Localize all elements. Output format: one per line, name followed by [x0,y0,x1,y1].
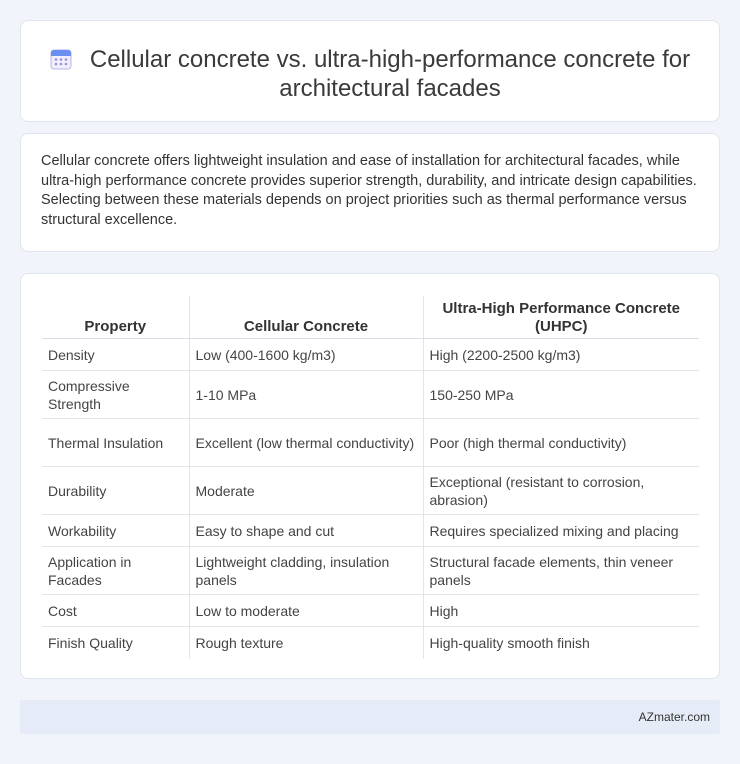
table-row [42,371,699,419]
page-title: Cellular concrete vs. ultra-high-performance concrete for architectural facades [89,46,691,102]
table-row [42,419,699,467]
row-property: Cost [42,595,189,627]
row-property: Finish Quality [42,627,189,659]
row-cellular-value: Easy to shape and cut [189,515,423,547]
row-cellular-value: Lightweight cladding, insulation panels [189,547,423,595]
row-cellular-value: Rough texture [189,627,423,659]
intro-paragraph: Cellular concrete offers lightweight insulation and ease of installation for architectural facades, while ultra-high performance concrete provides superior strength, durability, and intricate design capabilities. Selecting between these materials depends on project priorities such as thermal performance versus structural excellence. [41,153,697,228]
title-wrap [21,21,719,121]
row-cellular-value: Excellent (low thermal conductivity) [189,419,423,467]
row-property: Application in Facades [42,547,189,595]
table-header-row [42,296,699,339]
row-property: Workability [42,515,189,547]
title-card [20,20,720,122]
row-uhpc-value: Exceptional (resistant to corrosion, abrasion) [423,467,699,515]
row-uhpc-value: High-quality smooth finish [429,634,590,651]
row-uhpc-value: High (2200-2500 kg/m3) [423,339,699,371]
row-property: Compressive Strength [42,371,189,419]
row-cellular-value: Moderate [189,467,423,515]
row-uhpc-value: Requires specialized mixing and placing [423,515,699,547]
table-row [42,547,699,595]
table-row [42,627,699,659]
header-uhpc: Ultra-High Performance Concrete (UHPC) [423,296,699,339]
calendar-icon [49,47,73,71]
table-row [42,467,699,515]
row-uhpc-value: 150-250 MPa [423,371,699,419]
header-cellular-concrete: Cellular Concrete [189,296,423,339]
row-uhpc-value: Poor (high thermal conductivity) [423,419,699,467]
comparison-card [20,273,720,679]
footer-bar [20,700,720,734]
table-row [42,339,699,371]
header-property: Property [42,296,189,339]
footer-source: AZmater.com [638,710,710,724]
comparison-table [42,296,699,659]
row-property: Durability [42,467,189,515]
row-uhpc-value: High [423,595,699,627]
table-row [42,595,699,627]
row-property: Density [42,339,189,371]
row-cellular-value: Low (400-1600 kg/m3) [189,339,423,371]
row-uhpc-value: Structural facade elements, thin veneer panels [423,547,699,595]
table-row [42,515,699,547]
row-cellular-value: Low to moderate [189,595,423,627]
intro-card [20,133,720,252]
row-cellular-value: 1-10 MPa [189,371,423,419]
row-property: Thermal Insulation [42,419,189,467]
